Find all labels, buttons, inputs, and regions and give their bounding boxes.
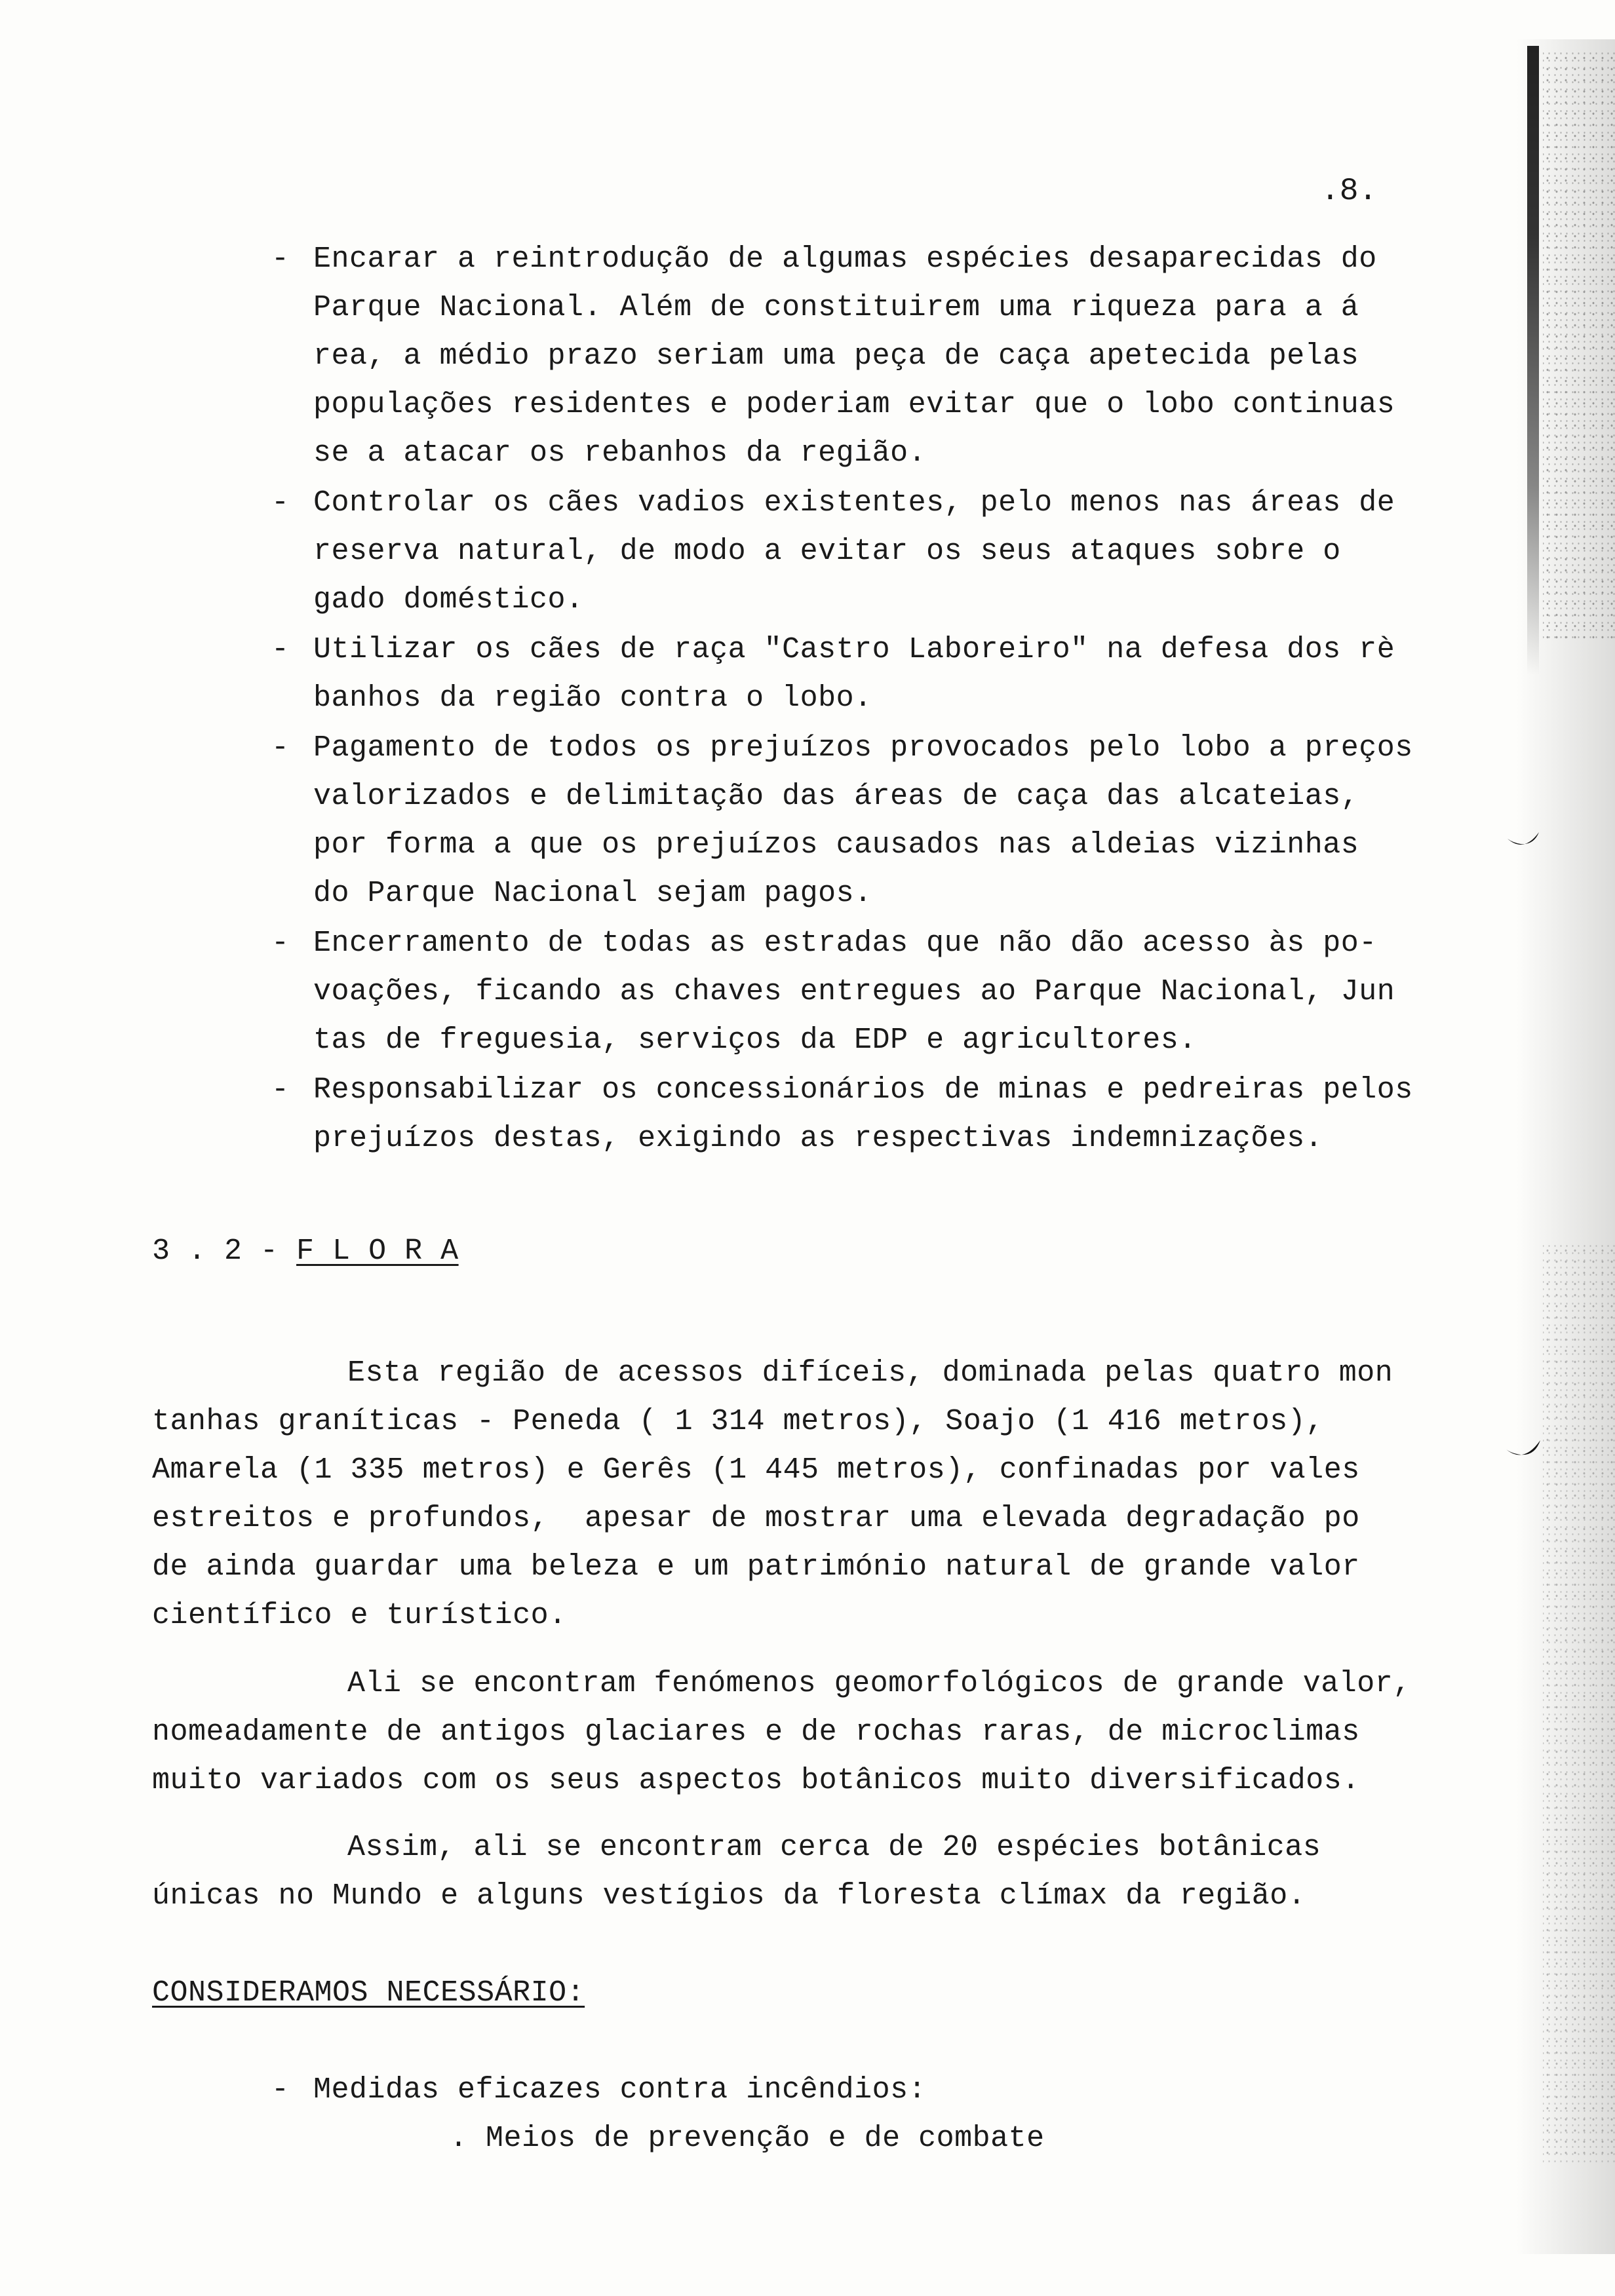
text-line: Assim, ali se encontram cerca de 20 espécies botânicas xyxy=(347,1831,1321,1864)
text-line: únicas no Mundo e alguns vestígios da floresta clímax da região. xyxy=(152,1879,1306,1913)
text-line: prejuízos destas, exigindo as respectivas indemnizações. xyxy=(313,1122,1323,1155)
bullet-dash: - xyxy=(271,2073,290,2107)
text-line: Pagamento de todos os prejuízos provocados pelo lobo a preços xyxy=(313,731,1413,765)
text-line: Encarar a reintrodução de algumas espécies desaparecidas do xyxy=(313,242,1377,276)
section-title: F L O R A xyxy=(296,1234,459,1268)
text-line: reserva natural, de modo a evitar os seus ataques sobre o xyxy=(313,535,1341,568)
bullet-dash: - xyxy=(271,1073,290,1107)
binder-hole-mark xyxy=(1501,1422,1547,1468)
binder-hole-mark xyxy=(1501,813,1547,858)
scan-edge-speckle xyxy=(1543,52,1615,642)
text-line: populações residentes e poderiam evitar que o lobo continuas xyxy=(313,388,1395,421)
section-number: 3 . 2 - xyxy=(152,1234,297,1268)
text-line: tas de freguesia, serviços da EDP e agricultores. xyxy=(313,1024,1197,1057)
section-heading xyxy=(152,1232,459,1271)
text-line: Ali se encontram fenómenos geomorfológicos de grande valor, xyxy=(347,1667,1411,1700)
measure-item: Medidas eficazes contra incêndios: xyxy=(313,2073,927,2107)
text-line: nomeadamente de antigos glaciares e de rochas raras, de microclimas xyxy=(152,1715,1360,1749)
bullet-dash: - xyxy=(271,633,290,666)
measure-subitem: . Meios de prevenção e de combate xyxy=(450,2122,1045,2155)
text-line: estreitos e profundos, apesar de mostrar uma elevada degradação po xyxy=(152,1502,1360,1535)
text-line: tanhas graníticas - Peneda ( 1 314 metros), Soajo (1 416 metros), xyxy=(152,1405,1324,1438)
text-line: Esta região de acessos difíceis, dominada pelas quatro mon xyxy=(347,1356,1393,1390)
bullet-dash: - xyxy=(271,486,290,520)
text-line: por forma a que os prejuízos causados nas aldeias vizinhas xyxy=(313,828,1359,862)
bullet-dash: - xyxy=(271,242,290,276)
text-line: rea, a médio prazo seriam uma peça de caça apetecida pelas xyxy=(313,339,1359,373)
text-line: banhos da região contra o lobo. xyxy=(313,681,872,715)
text-line: voações, ficando as chaves entregues ao Parque Nacional, Jun xyxy=(313,975,1395,1008)
text-line: de ainda guardar uma beleza e um património natural de grande valor xyxy=(152,1550,1360,1584)
bullet-dash: - xyxy=(271,731,290,765)
text-line: se a atacar os rebanhos da região. xyxy=(313,436,927,470)
scan-edge-speckle xyxy=(1543,1245,1615,2162)
scan-edge-dark-band xyxy=(1527,46,1539,675)
text-line: Utilizar os cães de raça "Castro Laboreiro" na defesa dos rè xyxy=(313,633,1395,666)
text-line: Amarela (1 335 metros) e Gerês (1 445 metros), confinadas por vales xyxy=(152,1453,1360,1487)
text-line: Controlar os cães vadios existentes, pelo menos nas áreas de xyxy=(313,486,1395,520)
page-number: .8. xyxy=(1321,174,1378,209)
text-line: muito variados com os seus aspectos botânicos muito diversificados. xyxy=(152,1764,1360,1797)
text-line: científico e turístico. xyxy=(152,1599,567,1632)
text-line: Parque Nacional. Além de constituirem uma riqueza para a á xyxy=(313,291,1359,324)
text-line: do Parque Nacional sejam pagos. xyxy=(313,877,872,910)
text-line: Responsabilizar os concessionários de minas e pedreiras pelos xyxy=(313,1073,1413,1107)
text-line: Encerramento de todas as estradas que não dão acesso às po- xyxy=(313,927,1377,960)
text-line: valorizados e delimitação das áreas de caça das alcateias, xyxy=(313,780,1359,813)
subheading: CONSIDERAMOS NECESSÁRIO: xyxy=(152,1976,585,2010)
text-line: gado doméstico. xyxy=(313,583,584,617)
bullet-dash: - xyxy=(271,927,290,960)
